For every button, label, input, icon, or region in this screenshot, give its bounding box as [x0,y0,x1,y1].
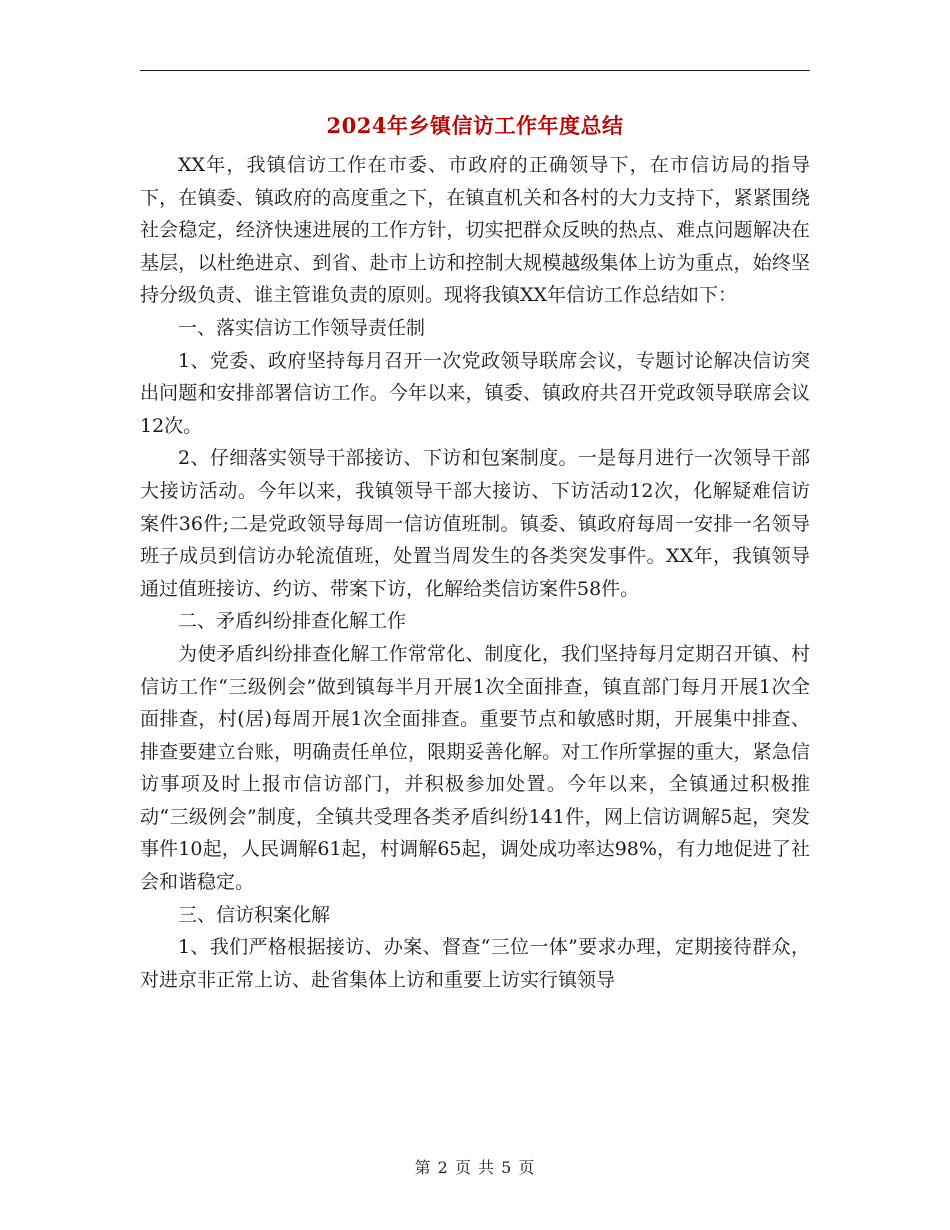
document-body [140,149,810,996]
paragraph-1-2: 2、仔细落实领导干部接访、下访和包案制度。一是每月进行一次领导干部大接访活动。今年以来，我镇领导干部大接访、下访活动12次，化解疑难信访案件36件;二是党政领导每周一信访值班制。镇委、镇政府每周一安排一名领导班子成员到信访办轮流值班，处置当周发生的各类突发事件。XX年，我镇领导通过值班接访、约访、带案下访，化解给类信访案件58件。 [140,447,810,600]
section-heading-3: 三、信访积案化解 [178,903,331,926]
paragraph-3-1: 1、我们严格根据接访、办案、督查“三位一体”要求办理，定期接待群众，对进京非正常上访、赴省集体上访和重要上访实行镇领导 [140,936,810,991]
section-heading-1: 一、落实信访工作领导责任制 [178,316,426,339]
header-rule [140,70,810,71]
document-title: 2024年乡镇信访工作年度总结 [326,113,624,138]
paragraph-1-1: 1、党委、政府坚持每月召开一次党政领导联席会议，专题讨论解决信访突出问题和安排部署信访工作。今年以来，镇委、镇政府共召开党政领导联席会议12次。 [140,349,810,437]
paragraph-2-1: 为使矛盾纠纷排查化解工作常常化、制度化，我们坚持每月定期召开镇、村信访工作“三级例会”做到镇每半月开展1次全面排查，镇直部门每月开展1次全面排查，村(居)每周开展1次全面排查。重要节点和敏感时期，开展集中排查、排查要建立台账，明确责任单位，限期妥善化解。对工作所掌握的重大，紧急信访事项及时上报市信访部门，并积极参加处置。今年以来，全镇通过积极推动“三级例会”制度，全镇共受理各类矛盾纠纷141件，网上信访调解5起，突发事件10起，人民调解61起，村调解65起，调处成功率达98%，有力地促进了社会和谐稳定。 [140,642,810,894]
paragraph-intro: XX年，我镇信访工作在市委、市政府的正确领导下，在市信访局的指导下，在镇委、镇政府的高度重之下，在镇直机关和各村的大力支持下，紧紧围绕社会稳定，经济快速进展的工作方针，切实把群众反映的热点、难点问题解决在基层，以杜绝进京、到省、赴市上访和控制大规模越级集体上访为重点，始终坚持分级负责、谁主管谁负责的原则。现将我镇XX年信访工作总结如下： [140,154,810,307]
section-heading-2: 二、矛盾纠纷排查化解工作 [178,610,407,633]
page-number: 第 2 页 共 5 页 [414,1158,536,1177]
